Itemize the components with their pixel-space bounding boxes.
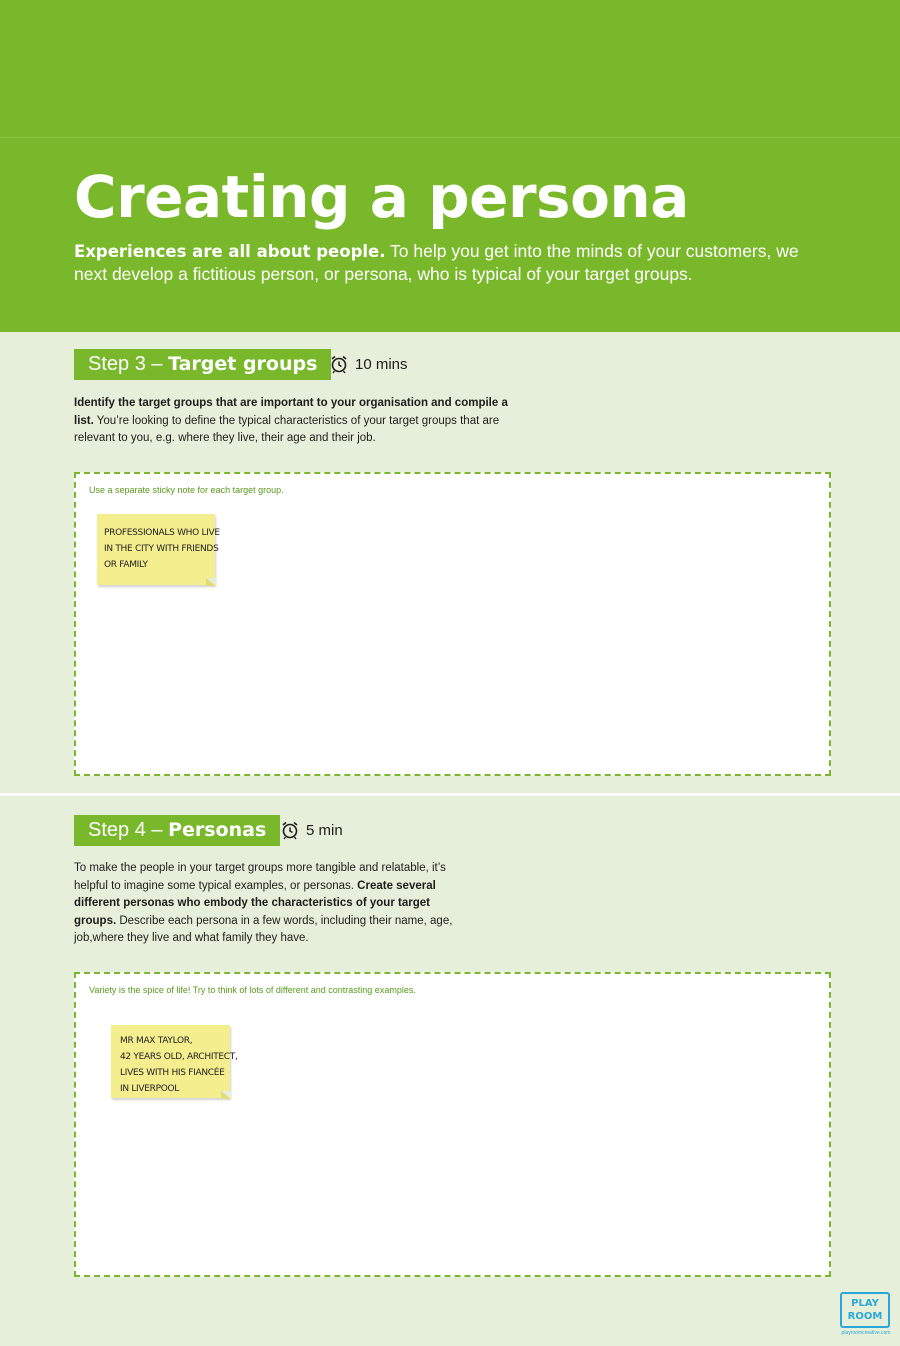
playroom-logo <box>840 1292 890 1328</box>
step3-desc-rest: You’re looking to define the typical characteristics of your target groups that are relevant to you, e.g. where they live, their age and their job. <box>74 414 500 444</box>
step4-desc-bold: Create several different personas who embody the characteristics of your target groups. <box>74 879 436 927</box>
sticky-line: 42 YEARS OLD, ARCHITECT, <box>120 1052 238 1062</box>
alarm-clock-icon <box>329 354 349 374</box>
step3-label <box>74 349 331 380</box>
sticky-note-target-group[interactable] <box>97 514 220 585</box>
step4-desc-rest: Describe each persona in a few words, including their name, age, job,where they live and what family they have. <box>74 914 453 944</box>
alarm-clock-icon <box>280 820 300 840</box>
step3-desc-bold: Identify the target groups that are important to your organisation and compile a list. <box>74 397 508 427</box>
personas-area[interactable] <box>74 972 831 1277</box>
target-groups-area[interactable] <box>74 472 831 776</box>
step3-label-bold: Target groups <box>168 353 318 375</box>
step4-label <box>74 815 280 846</box>
logo-line2: ROOM <box>847 1311 883 1322</box>
sticky-line: IN LIVERPOOL <box>120 1084 180 1094</box>
sticky-fold <box>221 1091 231 1099</box>
logo-line1: PLAY <box>851 1298 879 1309</box>
sticky-line: IN THE CITY WITH FRIENDS <box>104 544 219 554</box>
intro-rest: To help you get into the minds of your customers, we next develop a fictitious person, or persona, who is typical of your target groups. <box>74 241 799 284</box>
logo-url: playroomcreative.com <box>841 1330 891 1336</box>
step3-label-prefix: Step 3 – <box>88 353 169 375</box>
intro-bold: Experiences are all about people. <box>74 242 386 261</box>
header-divider <box>0 137 900 138</box>
step4-description <box>74 860 474 948</box>
sticky-note-persona[interactable] <box>111 1025 238 1098</box>
section-divider <box>0 793 900 796</box>
step3-timer <box>329 349 408 380</box>
step4-timer-text: 5 min <box>306 822 343 839</box>
sticky-line: MR MAX TAYLOR, <box>120 1036 193 1046</box>
page-title: Creating a persona <box>74 163 689 231</box>
step4-label-bold: Personas <box>168 819 267 841</box>
step4-desc-pre: To make the people in your target groups more tangible and relatable, it’s helpful to imagine some typical examples, or personas. <box>74 862 446 892</box>
step4-timer <box>280 815 343 846</box>
sticky-line: OR FAMILY <box>104 560 148 570</box>
intro-text <box>74 240 814 286</box>
sticky-line: LIVES WITH HIS FIANCÉE <box>120 1068 225 1078</box>
step3-hint: Use a separate sticky note for each target group. <box>89 485 284 495</box>
sticky-line: PROFESSIONALS WHO LIVE <box>104 528 220 538</box>
step3-description <box>74 395 524 448</box>
sticky-fold <box>206 578 216 586</box>
header-banner <box>0 0 900 332</box>
step4-label-prefix: Step 4 – <box>88 819 169 841</box>
step4-hint: Variety is the spice of life! Try to think of lots of different and contrasting examples. <box>89 985 416 995</box>
step3-timer-text: 10 mins <box>355 356 408 373</box>
